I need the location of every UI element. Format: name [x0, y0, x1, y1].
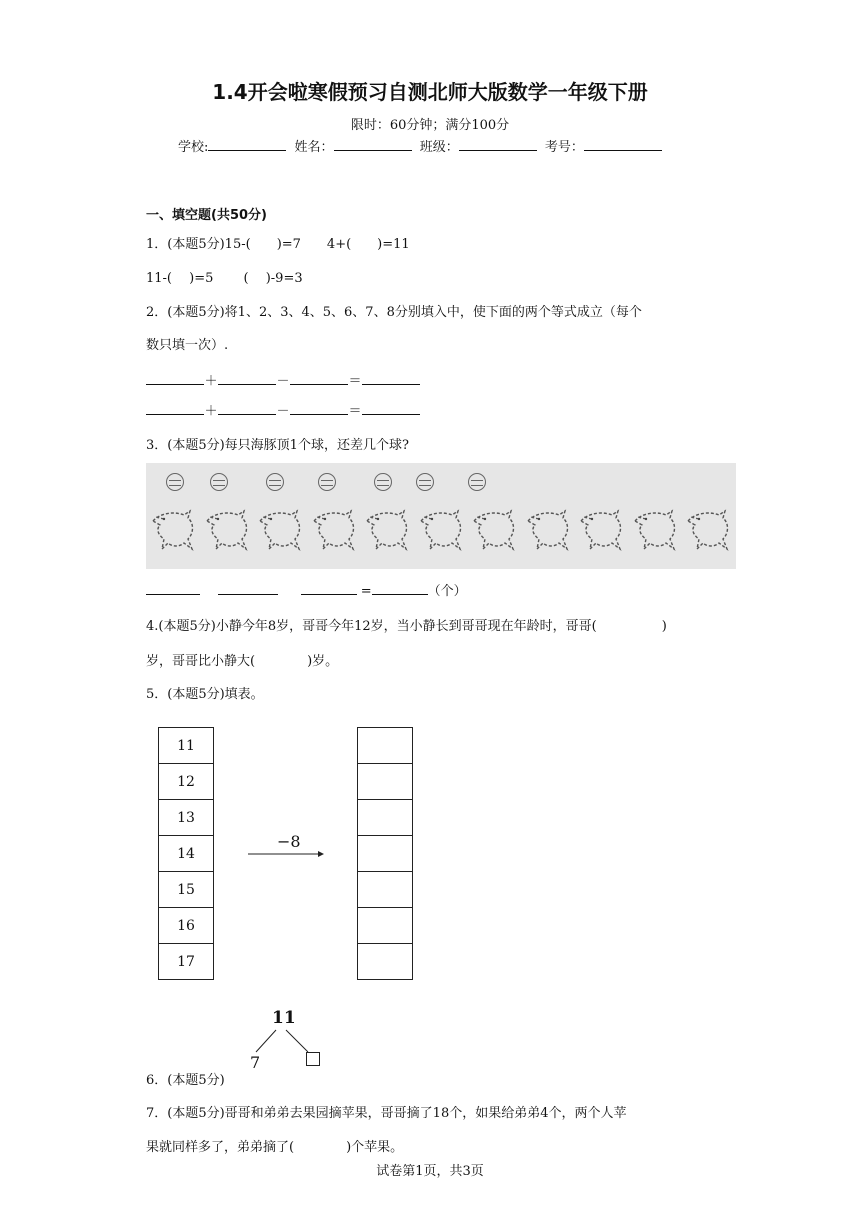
school-label: 学校:: [178, 140, 209, 155]
question-5-text: 5．(本题5分)填表。: [146, 687, 264, 702]
arrow-icon: [246, 848, 326, 860]
question-1-line-2: 11-( )=5 ( )-9=3: [146, 271, 303, 286]
answer-cell[interactable]: [358, 800, 413, 836]
dolphin-icon: [257, 507, 303, 553]
question-2-equation-1: [146, 370, 420, 389]
section-heading: 一、填空题(共50分): [146, 208, 267, 223]
ball-icon: [416, 473, 434, 491]
number-cell: 14: [159, 836, 214, 872]
page-footer: 试卷第1页，共3页: [376, 1164, 484, 1179]
exam-no-blank[interactable]: [584, 138, 662, 151]
ball-icon: [318, 473, 336, 491]
answer-blank[interactable]: [218, 372, 276, 385]
question-2-line-2: 数只填一次）.: [146, 338, 229, 353]
answer-cell[interactable]: [358, 728, 413, 764]
page-title: 1.4开会啦寒假预习自测北师大版数学一年级下册: [212, 80, 648, 104]
ball-icon: [468, 473, 486, 491]
bond-left-part: 7: [250, 1053, 261, 1072]
dolphin-icon: [471, 507, 517, 553]
ball-icon: [266, 473, 284, 491]
dolphin-icon: [578, 507, 624, 553]
answer-blank[interactable]: [290, 402, 348, 415]
input-number-table: [158, 727, 214, 980]
dolphin-icon: [311, 507, 357, 553]
number-cell: 13: [159, 800, 214, 836]
answer-blank[interactable]: [146, 582, 200, 595]
answer-cell[interactable]: [358, 944, 413, 980]
answer-table: [357, 727, 413, 980]
ball-icon: [374, 473, 392, 491]
dolphin-icon: [150, 507, 196, 553]
school-blank[interactable]: [208, 138, 286, 151]
answer-blank[interactable]: [146, 372, 204, 385]
dolphin-icon: [685, 507, 731, 553]
answer-blank[interactable]: [301, 582, 357, 595]
ball-icon: [166, 473, 184, 491]
question-1-line-1: 1．(本题5分)15-( )=7 4+( )=11: [146, 237, 410, 252]
plus-sign: ＋: [204, 404, 218, 419]
number-cell: 16: [159, 908, 214, 944]
name-blank[interactable]: [334, 138, 412, 151]
number-cell: 12: [159, 764, 214, 800]
minus-sign: －: [276, 374, 290, 389]
equals-sign: ＝: [348, 374, 362, 389]
name-label: 姓名：: [294, 140, 334, 155]
class-blank[interactable]: [459, 138, 537, 151]
unit-label: （个）: [427, 584, 467, 599]
answer-cell[interactable]: [358, 908, 413, 944]
operation-label: −8: [277, 832, 301, 851]
dolphin-icon: [525, 507, 571, 553]
plus-sign: ＋: [204, 374, 218, 389]
question-3-text: 3．(本题5分)每只海豚顶1个球，还差几个球?: [146, 438, 409, 453]
answer-cell[interactable]: [358, 836, 413, 872]
question-6-text: 6．(本题5分): [146, 1073, 225, 1088]
question-3-answer-line: [146, 580, 467, 599]
answer-blank[interactable]: [290, 372, 348, 385]
answer-blank[interactable]: [218, 402, 276, 415]
class-label: 班级：: [419, 140, 459, 155]
answer-blank[interactable]: [146, 402, 204, 415]
ball-icon: [210, 473, 228, 491]
answer-blank[interactable]: [362, 402, 420, 415]
question-2-line-1: 2．(本题5分)将1、2、3、4、5、6、7、8分别填入中，使下面的两个等式成立（每个: [146, 305, 642, 320]
number-bond-diagram: [244, 1008, 334, 1072]
answer-cell[interactable]: [358, 872, 413, 908]
question-2-equation-2: [146, 400, 420, 419]
number-cell: 15: [159, 872, 214, 908]
dolphin-icon: [632, 507, 678, 553]
answer-blank[interactable]: [372, 582, 428, 595]
equals-sign: =: [360, 584, 372, 599]
question-7-line-1: 7．(本题5分)哥哥和弟弟去果园摘苹果，哥哥摘了18个，如果给弟弟4个，两个人苹: [146, 1106, 627, 1121]
answer-blank[interactable]: [362, 372, 420, 385]
question-7-line-2: 果就同样多了，弟弟摘了( )个苹果。: [146, 1140, 404, 1155]
student-info-line: [178, 136, 666, 155]
minus-sign: －: [276, 404, 290, 419]
time-limit: 限时：60分钟；满分100分: [350, 118, 510, 133]
dolphin-icon: [204, 507, 250, 553]
dolphins-and-balls-image: [146, 463, 736, 569]
dolphin-icon: [418, 507, 464, 553]
number-cell: 11: [159, 728, 214, 764]
answer-blank[interactable]: [218, 582, 278, 595]
question-4-line-2: 岁，哥哥比小静大( )岁。: [146, 654, 339, 669]
bond-right-box[interactable]: [306, 1052, 320, 1066]
number-cell: 17: [159, 944, 214, 980]
question-4-line-1: 4.(本题5分)小静今年8岁，哥哥今年12岁，当小静长到哥哥现在年龄时，哥哥( ): [146, 619, 667, 634]
answer-cell[interactable]: [358, 764, 413, 800]
exam-no-label: 考号：: [544, 140, 584, 155]
dolphin-icon: [364, 507, 410, 553]
bond-total: 11: [272, 1008, 296, 1028]
equals-sign: ＝: [348, 404, 362, 419]
